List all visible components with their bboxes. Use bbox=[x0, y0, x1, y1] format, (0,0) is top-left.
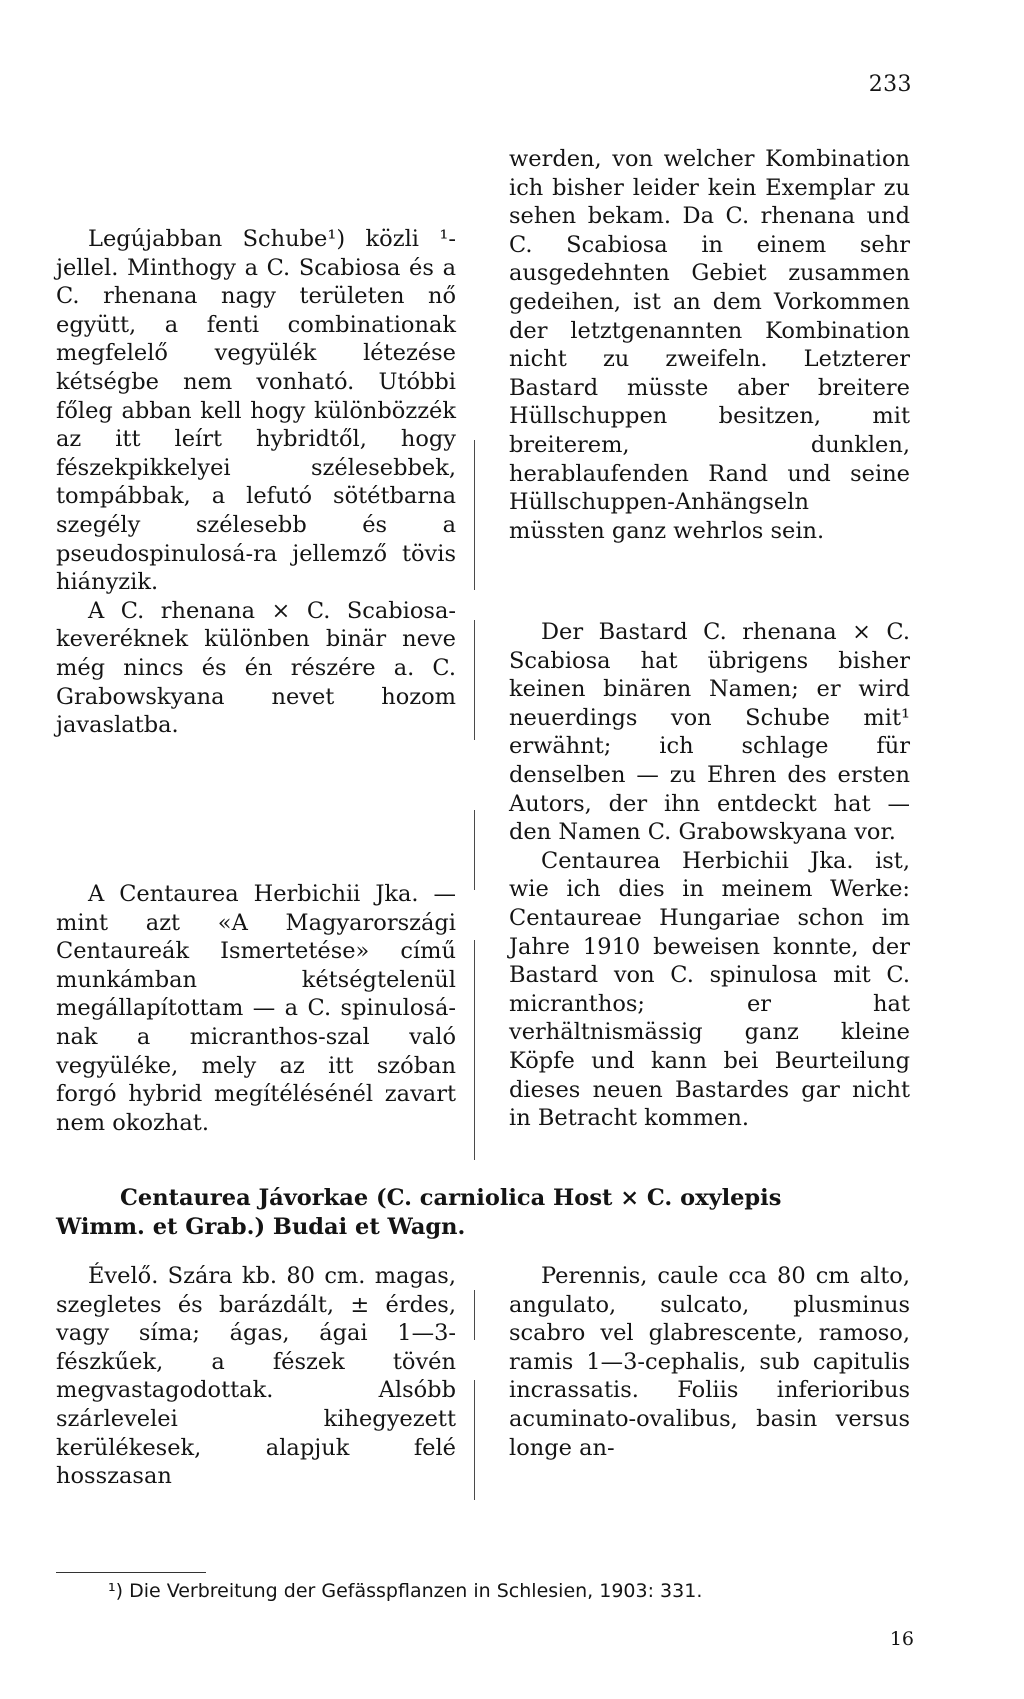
left-paragraph-1: Legújabban Schube¹) közli ¹-jellel. Minthogy a C. Scabiosa és a C. rhenana nagy területen nő együtt, a fenti combinationak megfelelő vegyülék létezése kétségbe nem vonható. Utóbbi főleg abban kell hogy különbözzék az itt leírt hybridtől, hogy fészekpikkelyei szélesebbek, tompábbak, a lefutó sötétbarna szegély szélesebb és a pseudospinulosá-ra jellemző tövis hiányzik. bbox=[56, 226, 456, 596]
left-column-lower bbox=[56, 1262, 456, 1491]
page-number: 233 bbox=[868, 72, 912, 97]
right-paragraph-1: werden, von welcher Kombination ich bisher leider kein Exemplar zu sehen bekam. Da C. rhenana und C. Scabiosa in einem sehr ausgedehnten Gebiet zusammen gedeihen, ist an dem Vorkommen der letztgenannten Kombination nicht zu zweifeln. Letzterer Bastard müsste aber breitere Hüllschuppen besitzen, mit breiterem, dunklen, herablaufenden Rand und seine Hüllschuppen-Anhängseln müssten ganz wehrlos sein. bbox=[509, 146, 910, 544]
right-paragraph-2: Der Bastard C. rhenana × C. Scabiosa hat übrigens bisher keinen binären Namen; er wird neuerdings von Schube mit¹ erwähnt; ich schlage für denselben — zu Ehren des ersten Autors, der ihn entdeckt hat — den Namen C. Grabowskyana vor. bbox=[509, 619, 910, 846]
footnote-rule bbox=[56, 1572, 206, 1573]
column-divider-2 bbox=[474, 620, 475, 740]
column-divider-1 bbox=[474, 440, 475, 590]
signature-mark: 16 bbox=[889, 1628, 914, 1650]
left-column-upper bbox=[56, 225, 456, 740]
left-paragraph-4: Évelő. Szára kb. 80 cm. magas, szegletes és barázdált, ± érdes, vagy síma; ágas, ágai 1—3-fészkűek, a fészek tövén megvastagodottak. Alsóbb szárlevelei kihegyezett kerülékesek, alapjuk felé hosszasan bbox=[56, 1263, 456, 1490]
species-heading-line-2: Wimm. et Grab.) Budai et Wagn. bbox=[56, 1214, 466, 1240]
column-divider-6 bbox=[474, 1380, 475, 1500]
left-column-middle bbox=[56, 880, 456, 1137]
species-heading-line-1: Centaurea Jávorkae (C. carniolica Host × C. oxylepis bbox=[120, 1185, 782, 1211]
right-column-lower bbox=[509, 1262, 910, 1462]
footnote: ¹) Die Verbreitung der Gefässpflanzen in Schlesien, 1903: 331. bbox=[108, 1580, 703, 1602]
right-paragraph-4: Perennis, caule cca 80 cm alto, angulato, sulcato, plusminus scabro vel glabrescente, ramoso, ramis 1—3-cephalis, sub capitulis incrassatis. Foliis inferioribus acuminato-ovalibus, basin versus longe an- bbox=[509, 1263, 910, 1461]
column-divider-3 bbox=[474, 810, 475, 890]
species-heading bbox=[56, 1184, 916, 1242]
column-divider-4 bbox=[474, 940, 475, 1160]
left-paragraph-2: A C. rhenana × C. Scabiosa-keveréknek különben binär neve még nincs és én részére a. C. Grabowskyana nevet hozom javaslatba. bbox=[56, 597, 456, 739]
right-paragraph-3: Centaurea Herbichii Jka. ist, wie ich dies in meinem Werke: Centaureae Hungariae schon im Jahre 1910 beweisen konnte, der Bastard von C. spinulosa mit C. micranthos; er hat verhältnismässig ganz kleine Köpfe und kann bei Beurteilung dieses neuen Bastardes gar nicht in Betracht kommen. bbox=[509, 847, 910, 1132]
right-column-middle bbox=[509, 618, 910, 1133]
right-column-upper bbox=[509, 145, 910, 545]
left-paragraph-3: A Centaurea Herbichii Jka. — mint azt «A Magyarországi Centaureák Ismertetése» című munkámban kétségtelenül megállapítottam — a C. spinulosá-nak a micranthos-szal való vegyüléke, mely az itt szóban forgó hybrid megítélésénél zavart nem okozhat. bbox=[56, 881, 456, 1136]
column-divider-5 bbox=[474, 1290, 475, 1340]
